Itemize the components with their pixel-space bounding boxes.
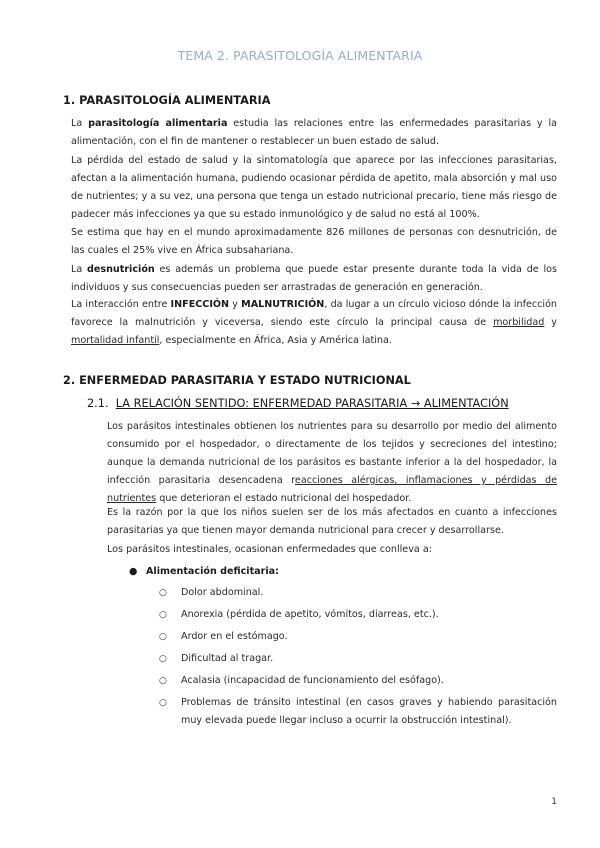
section-1-paragraph-2: La pérdida del estado de salud y la sintomatología que aparece por las infecciones parasitarias, afectan a la alimentación humana, pudiendo ocasionar pérdida de apetito, mala absorción y mal uso de nutrientes; y a su vez, una persona que tenga un estado nutricional precario, tiene más riesgo de padecer más infecciones ya que su estado inmunológico y de salud no está al 100%. [71,155,557,220]
subsection-paragraph-2: Es la razón por la que los niños suelen ser de los más afectados en cuanto a infecciones parasitarias ya que tienen mayor demanda nutricional para crecer y desarrollarse. [107,507,557,536]
subsection-paragraph-1: Los parásitos intestinales obtienen los nutrientes para su desarrollo por medio del alimento consumido por el hospedador, o directamente de los tejidos y secreciones del intestino; aunque la demanda nutricional de los parásitos es bastante inferior a la del hospedador, la infección parasitaria desencadena reacciones alérgicas, inflamaciones y pérdidas de nutrientes que deterioran el estado nutricional del hospedador. [107,421,557,504]
section-1-paragraph-4: La desnutrición es además un problema que puede estar presente durante toda la vida de los individuos y sus consecuencias pueden ser arrastradas de generación en generación. [71,264,557,293]
section-1-paragraph-1: La parasitología alimentaria estudia las relaciones entre las enfermedades parasitarias y la alimentación, con el fin de mantener o restablecer un buen estado de salud. [71,118,558,147]
circle-bullet-icon: ○ [159,632,167,642]
circle-bullet-icon: ○ [159,698,167,708]
section-1-paragraph-3: Se estima que hay en el mundo aproximadamente 826 millones de personas con desnutrición, de las cuales el 25% vive en África subsahariana. [71,227,557,256]
page-number: 1 [551,797,557,807]
subsection-paragraph-3: Los parásitos intestinales, ocasionan enfermedades que conlleva a: [107,544,432,555]
document-title: TEMA 2. PARASITOLOGÍA ALIMENTARIA [177,48,423,63]
bullet-dot-icon: ● [129,566,138,577]
circle-bullet-icon: ○ [159,588,167,598]
document-page: TEMA 2. PARASITOLOGÍA ALIMENTARIA 1. PARASITOLOGÍA ALIMENTARIA La parasitología alimentaria estudia las relaciones entre las enfermedades parasitarias y la alimentación, con el fin de mantener o restablecer un buen estado de salud. La pérdida del estado de salud y la sintomatología que aparece por las infecciones parasitarias, afectan a la alimentación humana, pudiendo ocasionar pérdida de apetito, mala absorción y mal uso de nutrientes; y a su vez, una persona que tenga un estado nutricional precario, tiene más riesgo de padecer más infecciones ya que su estado inmunológico y de salud no está al 100%. Se estima que hay en el mundo aproximadamente 826 millones de personas con desnutrición, de las cuales el 25% vive en África subsahariana. La desnutrición es además un problema que puede estar presente durante toda la vida de los individuos y sus consecuencias pueden ser arrastradas de generación en generación. La interacción entre INFECCIÓN y MALNUTRICIÓN, da lugar a un círculo vicioso dónde la infección favorece la malnutrición y viceversa, siendo este círculo la principal causa de morbilidad y mortalidad infantil, especialmente en África, Asia y América latina. 2. ENFERMEDAD PARASITARIA Y ESTADO NUTRICIONAL 2.1. LA RELACIÓN SENTIDO: ENFERMEDAD PARASITARIA → ALIMENTACIÓN Los parásitos intestinales obtienen los nutrientes para su desarrollo por medio del alimento consumido por el hospedador, o directamente de los tejidos y secreciones del intestino; aunque la demanda nutricional de los parásitos es bastante inferior a la del hospedador, la infección parasitaria desencadena reacciones alérgicas, inflamaciones y pérdidas de nutrientes que deterioran el estado nutricional del hospedador. Es la razón por la que los niños suelen ser de los más afectados en cuanto a infecciones parasitarias ya que tienen mayor demanda nutricional para crecer y desarrollarse. Los parásitos intestinales, ocasionan enfermedades que conlleva a: ● Alimentación deficitaria: ○ Dolor abdominal. ○ Anorexia (pérdida de apetito, vómitos, diarreas, etc.). ○ Ardor en el estómago. ○ Dificultad al tragar. ○ Acalasia (incapacidad de funcionamiento del esófago). ○ Problemas de tránsito intestinal (en casos graves y habiendo parasitación muy elevada puede llegar incluso a ocurrir la obstrucción intestinal). 1 [0,0,600,848]
section-1-paragraph-5: La interacción entre INFECCIÓN y MALNUTRICIÓN, da lugar a un círculo vicioso dónde la infección favorece la malnutrición y viceversa, siendo este círculo la principal causa de morbilidad y mortalidad infantil, especialmente en África, Asia y América latina. [71,299,558,346]
subsection-2-1-heading: 2.1. LA RELACIÓN SENTIDO: ENFERMEDAD PARASITARIA → ALIMENTACIÓN [87,397,509,410]
section-1-heading: 1. PARASITOLOGÍA ALIMENTARIA [63,94,271,107]
bullet-alimentacion-deficitaria: ● Alimentación deficitaria: [129,566,279,577]
section-2-heading: 2. ENFERMEDAD PARASITARIA Y ESTADO NUTRICIONAL [63,374,411,387]
circle-bullet-icon: ○ [159,676,167,686]
circle-bullet-icon: ○ [159,610,167,620]
circle-bullet-icon: ○ [159,654,167,664]
